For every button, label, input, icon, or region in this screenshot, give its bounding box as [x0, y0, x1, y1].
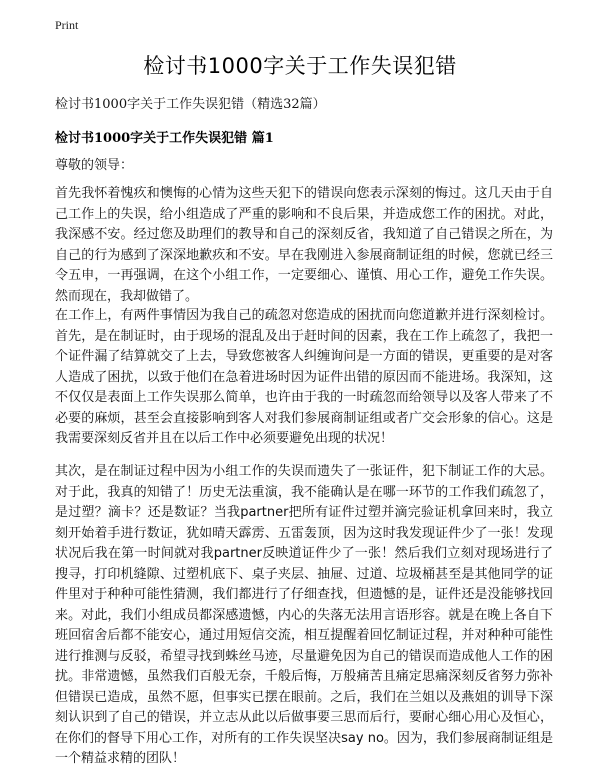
document-subtitle: 检讨书1000字关于工作失误犯错（精选32篇）: [55, 97, 326, 112]
print-label: Print: [55, 18, 79, 32]
salutation: 尊敬的领导：: [55, 158, 134, 173]
paragraph: 在工作上，有两件事情因为我自己的疏忽对您造成的困扰而向您道歉并进行深刻检讨。首先，是在制证时，由于现场的混乱及出于赶时间的因素，我在工作上疏忽了，我把一个证件漏了结算就交了上去，导致您被客人纠缠询问是一方面的错误，更重要的是对客人造成了困扰，以致于他们在急着进场时因为证件出错的原因而不能进场。我深知，这不仅仅是表面上工作失误那么简单，也许由于我的一时疏忽而给领导以及客人带来了不必要的麻烦，甚至会直接影响到客人对我们参展商制证组或者广交会形象的信心。这是我需要深刻反省并且在以后工作中必须要避免出现的状况！: [55, 308, 553, 446]
section-heading: 检讨书1000字关于工作失误犯错 篇1: [55, 131, 274, 146]
paragraph: 其次，是在制证过程中因为小组工作的失误而遗失了一张证件，犯下制证工作的大忌。对于此，我真的知错了！历史无法重演，我不能确认是在哪一环节的工作我们疏忽了，是过塑？滴卡？还是数证？当我partner把所有证件过塑并滴完验证机拿回来时，我立刻开始着手进行数证，犹如晴天霹雳、五雷轰顶，因为这时我发现证件少了一张！发现状况后我在第一时间就对我partner反映道证件少了一张！然后我们立刻对现场进行了搜寻，打印机缝隙、过塑机底下、桌子夹层、抽屉、过道、垃圾桶甚至是其他同学的证件里对于种种可能性猜测，我们都进行了仔细查找，但遗憾的是，证件还是没能够找回来。对此，我们小组成员都深感遗憾，内心的失落无法用言语形容。就是在晚上各自下班回宿舍后都不能安心，通过用短信交流，相互提醒着回忆制证过程，并对种种可能性进行推测与反驳，希望寻找到蛛丝马迹，尽量避免因为自己的错误而造成他人工作的困扰。非常遗憾，虽然我们百般无奈，千般后悔，万般痛苦且痛定思痛深刻反省努力弥补但错误已造成，虽然不愿，但事实已摆在眼前。之后，我们在兰姐以及燕姐的训导下深刻认识到了自己的错误，并立志从此以后做事要三思而后行，要耐心细心用心及恒心，在你们的督导下用心工作，对所有的工作失误坚决say no。因为，我们参展商制证组是一个精益求精的团队！: [55, 464, 553, 766]
paragraph: 首先我怀着愧疚和懊悔的心情为这些天犯下的错误向您表示深刻的悔过。这几天由于自己工作上的失误，给小组造成了严重的影响和不良后果，并造成您工作的困扰。对此，我深感不安。经过您及助理们的教导和自己的深刻反省，我知道了自己错误之所在，为自己的行为感到了深深地歉疚和不安。早在我刚进入参展商制证组的时候，您就已经三令五申，一再强调，在这个小组工作，一定要细心、谨慎、用心工作，避免工作失误。然而现在，我却做错了。: [55, 186, 553, 304]
document-title: 检讨书1000字关于工作失误犯错: [143, 54, 457, 78]
